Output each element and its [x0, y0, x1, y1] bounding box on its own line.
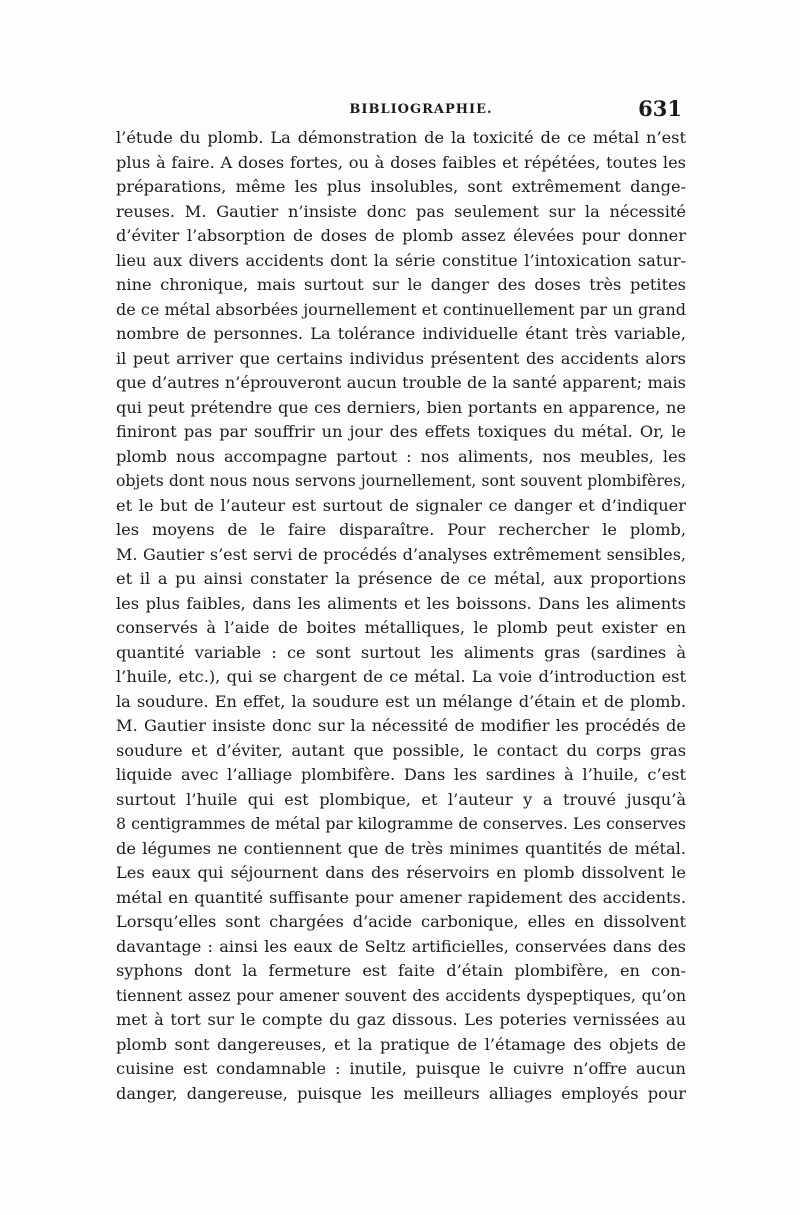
text-line: préparations, même les plus insolubles, sont extrêmement dange- [116, 177, 686, 196]
text-line: métal en quantité suffisante pour amener rapidement des accidents. [116, 887, 686, 907]
text-line: davantage : ainsi les eaux de Seltz artificielles, conservées dans des [116, 936, 686, 956]
text-line: de ce métal absorbées journellement et continuellement par un grand [116, 299, 686, 319]
text-line: soudure et d’éviter, autant que possible, le contact du corps gras [116, 740, 686, 760]
text-line: Lorsqu’elles sont chargées d’acide carbonique, elles en dissolvent [116, 912, 686, 931]
text-line: syphons dont la fermeture est faite d’étain plombifère, en con- [116, 961, 686, 980]
text-line: quantité variable : ce sont surtout les aliments gras (sardines à [116, 642, 686, 662]
text-line: d’éviter l’absorption de doses de plomb assez élevées pour donner [116, 226, 686, 245]
text-line: nine chronique, mais surtout sur le danger des doses très petites [116, 275, 686, 294]
text-line: cuisine est condamnable : inutile, puisque le cuivre n’offre aucun [116, 1059, 686, 1078]
text-line: qui peut prétendre que ces derniers, bien portants en apparence, ne [116, 397, 686, 417]
text-line: plus à faire. A doses fortes, ou à doses faibles et répétées, toutes les [116, 152, 686, 172]
text-line: met à tort sur le compte du gaz dissous. Les poteries vernissées au [116, 1010, 686, 1029]
text-line: les moyens de le faire disparaître. Pour rechercher le plomb, [116, 520, 686, 539]
text-line: lieu aux divers accidents dont la série constitue l’intoxication satur- [116, 250, 686, 270]
text-line: Les eaux qui séjournent dans des réservoirs en plomb dissolvent le [116, 863, 686, 882]
body-text [116, 126, 686, 1106]
text-line: plomb sont dangereuses, et la pratique de l’étamage des objets de [116, 1034, 686, 1054]
text-line: surtout l’huile qui est plombique, et l’auteur y a trouvé jusqu’à [116, 789, 686, 809]
text-line: objets dont nous nous servons journellement, sont souvent plombifères, [116, 472, 686, 490]
text-line: tiennent assez pour amener souvent des accidents dyspeptiques, qu’on [116, 986, 686, 1005]
text-line: l’étude du plomb. La démonstration de la toxicité de ce métal n’est [116, 128, 686, 147]
text-line: de légumes ne contiennent que de très minimes quantités de métal. [116, 838, 686, 858]
text-line: 8 centigrammes de métal par kilogramme de conserves. Les conserves [116, 814, 686, 833]
text-line: que d’autres n’éprouveront aucun trouble de la santé apparent; mais [116, 373, 686, 392]
text-line: et il a pu ainsi constater la présence de ce métal, aux proportions [116, 569, 686, 588]
text-line: danger, dangereuse, puisque les meilleurs alliages employés pour [116, 1083, 686, 1103]
text-line: plomb nous accompagne partout : nos aliments, nos meubles, les [116, 446, 686, 466]
text-line: la soudure. En effet, la soudure est un mélange d’étain et de plomb. [116, 691, 686, 711]
running-head [116, 96, 686, 126]
text-line: liquide avec l’alliage plombifère. Dans les sardines à l’huile, c’est [116, 765, 686, 784]
text-line: nombre de personnes. La tolérance individuelle étant très variable, [116, 324, 686, 343]
text-line: il peut arriver que certains individus présentent des accidents alors [116, 348, 686, 368]
text-line: finiront pas par souffrir un jour des effets toxiques du métal. Or, le [116, 422, 686, 441]
text-line: M. Gautier insiste donc sur la nécessité de modifier les procédés de [116, 716, 686, 735]
text-line: conservés à l’aide de boites métalliques, le plomb peut exister en [116, 618, 686, 637]
running-title: BIBLIOGRAPHIE. [349, 102, 493, 117]
text-line: l’huile, etc.), qui se chargent de ce métal. La voie d’introduction est [116, 667, 686, 686]
text-line: reuses. M. Gautier n’insiste donc pas seulement sur la nécessité [116, 201, 686, 221]
text-line: les plus faibles, dans les aliments et les boissons. Dans les aliments [116, 593, 686, 613]
text-line: et le but de l’auteur est surtout de signaler ce danger et d’indiquer [116, 495, 686, 515]
page-number: 631 [638, 96, 682, 121]
text-line: M. Gautier s’est servi de procédés d’analyses extrêmement sensibles, [116, 544, 686, 564]
